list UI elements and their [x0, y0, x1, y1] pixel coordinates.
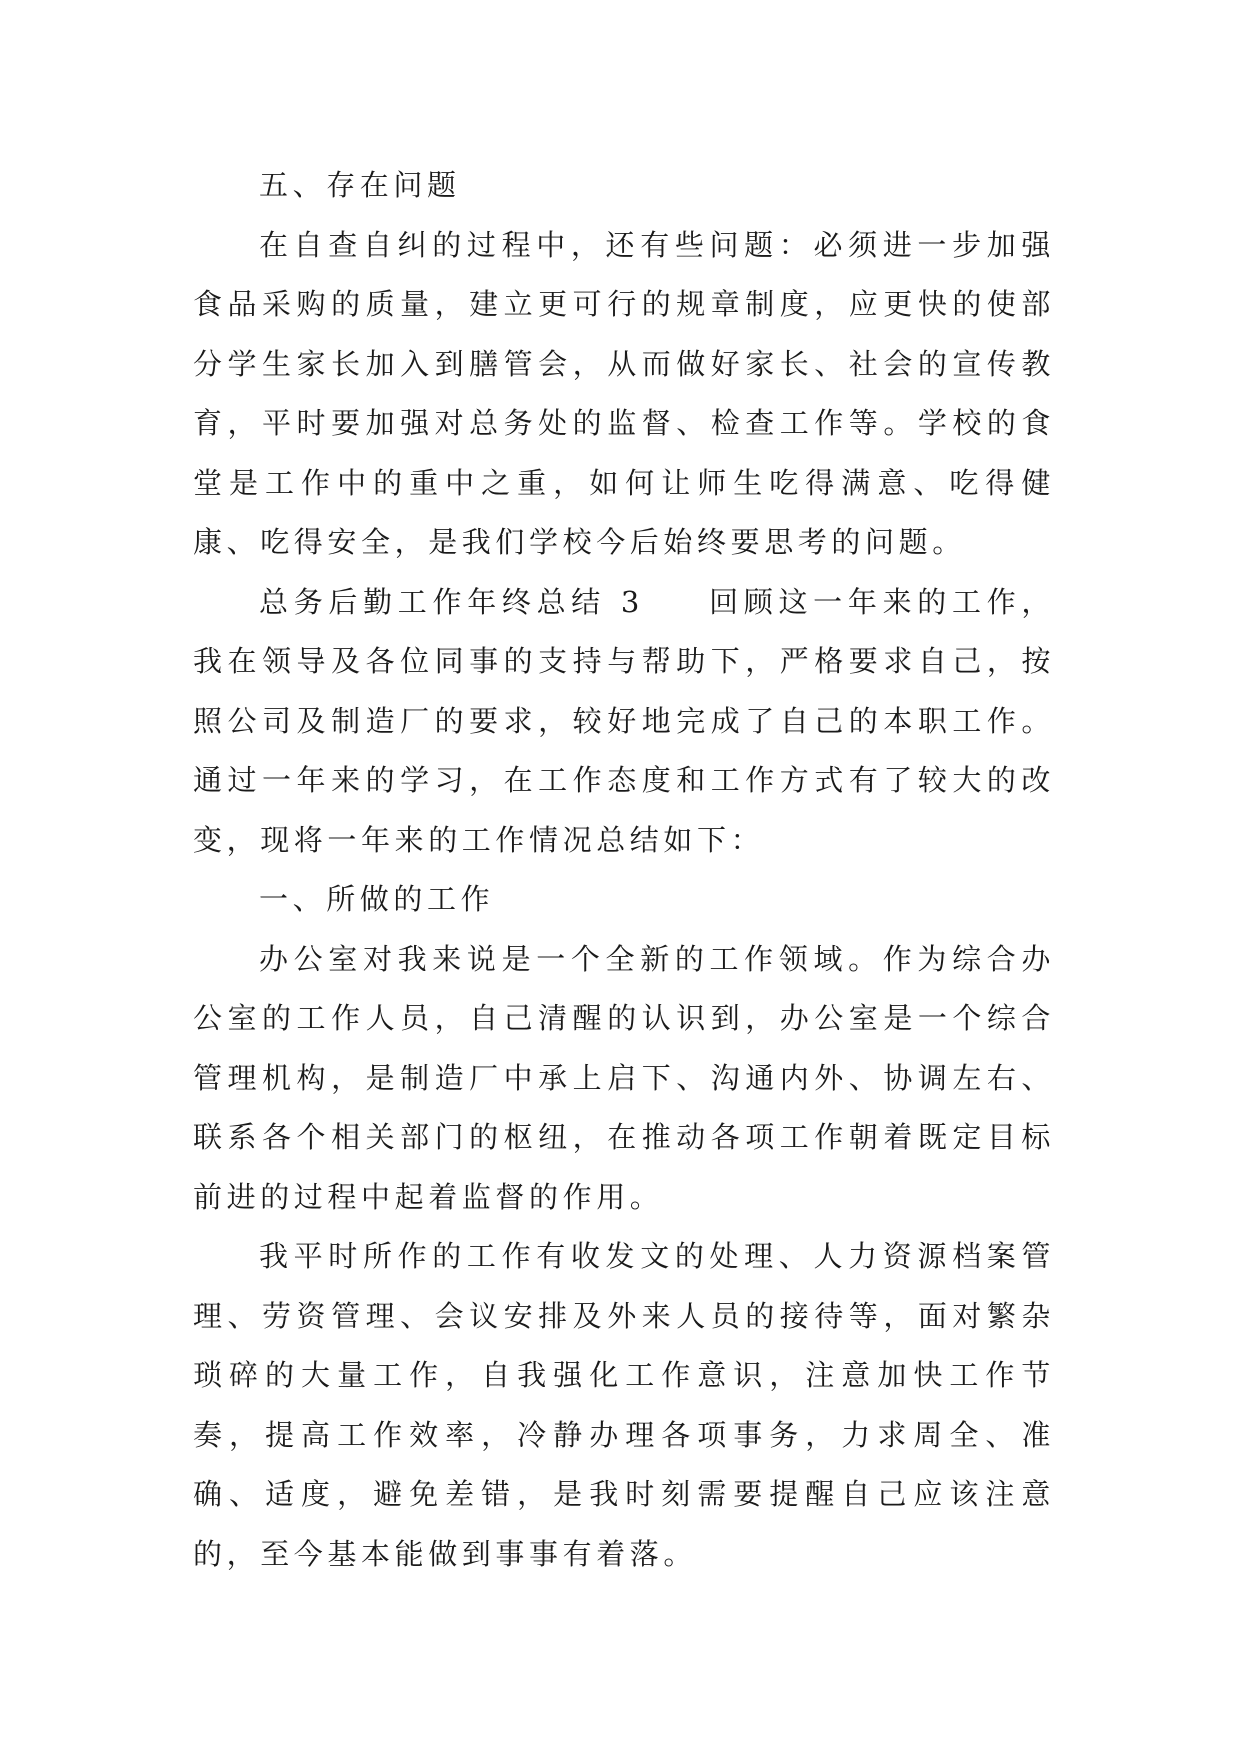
- section-heading-1: 一、所做的工作: [259, 882, 495, 916]
- paragraph-problems: 在自查自纠的过程中，还有些问题：必须进一步加强食品采购的质量，建立更可行的规章制度，应更快的使部分学生家长加入到膳管会，从而做好家长、社会的宣传教育，平时要加强对总务处的监督、检查工作等。学校的食堂是工作中的重中之重，如何让师生吃得满意、吃得健康、吃得安全，是我们学校今后始终要思考的问题。: [193, 227, 1055, 559]
- summary-title: 总务后勤工作年终总结 3: [259, 584, 644, 619]
- section-heading-5: 五、存在问题: [259, 168, 461, 202]
- document-body: [193, 156, 1055, 1584]
- paragraph-daily-work: 我平时所作的工作有收发文的处理、人力资源档案管理、劳资管理、会议安排及外来人员的接待等，面对繁杂琐碎的大量工作，自我强化工作意识，注意加快工作节奏，提高工作效率，冷静办理各项事务，力求周全、准确、适度，避免差错，是我时刻需要提醒自己应该注意的，至今基本能做到事事有着落。: [193, 1239, 1055, 1571]
- paragraph-office-role: 办公室对我来说是一个全新的工作领域。作为综合办公室的工作人员，自己清醒的认识到，办公室是一个综合管理机构，是制造厂中承上启下、沟通内外、协调左右、联系各个相关部门的枢纽，在推动各项工作朝着既定目标前进的过程中起着监督的作用。: [193, 941, 1055, 1214]
- paragraph-summary-3-intro: [193, 573, 1055, 871]
- summary-intro-text: 回顾这一年来的工作，我在领导及各位同事的支持与帮助下，严格要求自己，按照公司及制造厂的要求，较好地完成了自己的本职工作。通过一年来的学习，在工作态度和工作方式有了较大的改变，现将一年来的工作情况总结如下：: [193, 584, 1055, 857]
